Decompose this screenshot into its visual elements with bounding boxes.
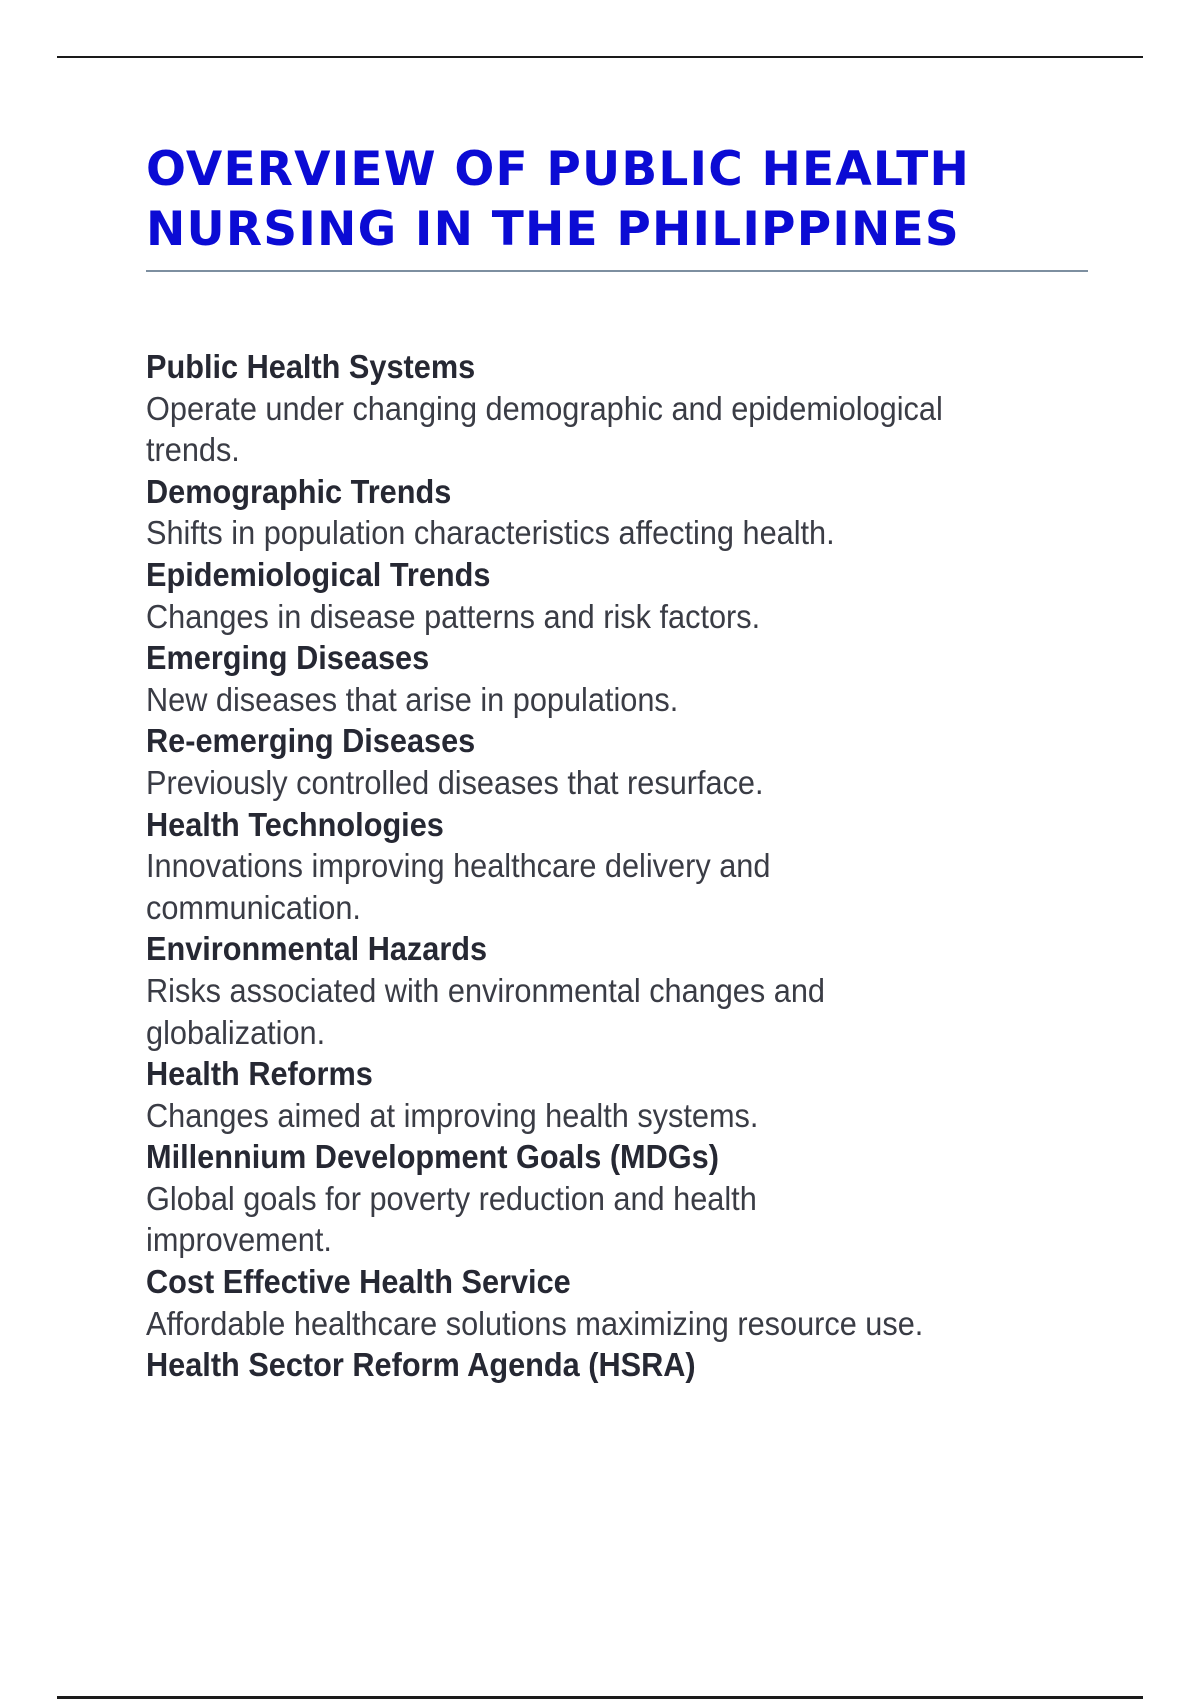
glossary-entry <box>146 804 1088 929</box>
term-definition <box>146 512 1088 554</box>
glossary-entry <box>146 637 1088 720</box>
definition-line: communication. <box>146 888 361 926</box>
term-heading: Demographic Trends <box>146 472 452 510</box>
term-definition <box>146 1303 1088 1345</box>
term-definition <box>146 596 1088 638</box>
document-page <box>146 140 1088 1386</box>
term-definition <box>146 1178 1088 1261</box>
term-heading: Health Sector Reform Agenda (HSRA) <box>146 1346 696 1384</box>
term-definition <box>146 388 1088 471</box>
glossary-entry <box>146 554 1088 637</box>
page-bottom-rule <box>57 1696 1143 1699</box>
glossary-list <box>146 346 1088 1386</box>
definition-line: trends. <box>146 431 240 469</box>
term-heading: Re-emerging Diseases <box>146 722 476 760</box>
document-title <box>146 140 1088 260</box>
term-heading: Millennium Development Goals (MDGs) <box>146 1138 719 1176</box>
term-heading: Epidemiological Trends <box>146 555 491 593</box>
glossary-entry <box>146 1136 1088 1261</box>
glossary-entry <box>146 1053 1088 1136</box>
glossary-entry <box>146 346 1088 471</box>
definition-line: Risks associated with environmental changes and <box>146 971 825 1009</box>
term-definition <box>146 679 1088 721</box>
term-definition <box>146 970 1088 1053</box>
title-line-2: NURSING IN THE PHILIPPINES <box>146 202 960 257</box>
glossary-entry <box>146 928 1088 1053</box>
term-heading: Health Reforms <box>146 1055 373 1093</box>
definition-line: Changes aimed at improving health systems. <box>146 1096 759 1134</box>
definition-line: Affordable healthcare solutions maximizing resource use. <box>146 1304 924 1342</box>
definition-line: Global goals for poverty reduction and health <box>146 1179 757 1217</box>
definition-line: improvement. <box>146 1221 332 1259</box>
title-line-1: OVERVIEW OF PUBLIC HEALTH <box>146 142 971 197</box>
term-definition <box>146 762 1088 804</box>
glossary-entry <box>146 1261 1088 1344</box>
definition-line: Shifts in population characteristics affecting health. <box>146 514 835 552</box>
term-heading: Cost Effective Health Service <box>146 1263 571 1301</box>
page-top-rule <box>57 56 1143 58</box>
definition-line: Innovations improving healthcare delivery and <box>146 847 771 885</box>
glossary-entry <box>146 1344 1088 1386</box>
glossary-entry <box>146 471 1088 554</box>
term-heading: Public Health Systems <box>146 348 476 385</box>
term-heading: Emerging Diseases <box>146 639 430 677</box>
definition-line: New diseases that arise in populations. <box>146 680 679 718</box>
definition-line: Operate under changing demographic and epidemiological <box>146 389 943 427</box>
term-definition <box>146 845 1088 928</box>
term-definition <box>146 1095 1088 1137</box>
title-underline <box>146 270 1088 272</box>
glossary-entry <box>146 720 1088 803</box>
term-heading: Environmental Hazards <box>146 930 488 968</box>
definition-line: globalization. <box>146 1013 326 1051</box>
term-heading: Health Technologies <box>146 805 444 843</box>
definition-line: Previously controlled diseases that resurface. <box>146 763 764 801</box>
definition-line: Changes in disease patterns and risk factors. <box>146 597 761 635</box>
